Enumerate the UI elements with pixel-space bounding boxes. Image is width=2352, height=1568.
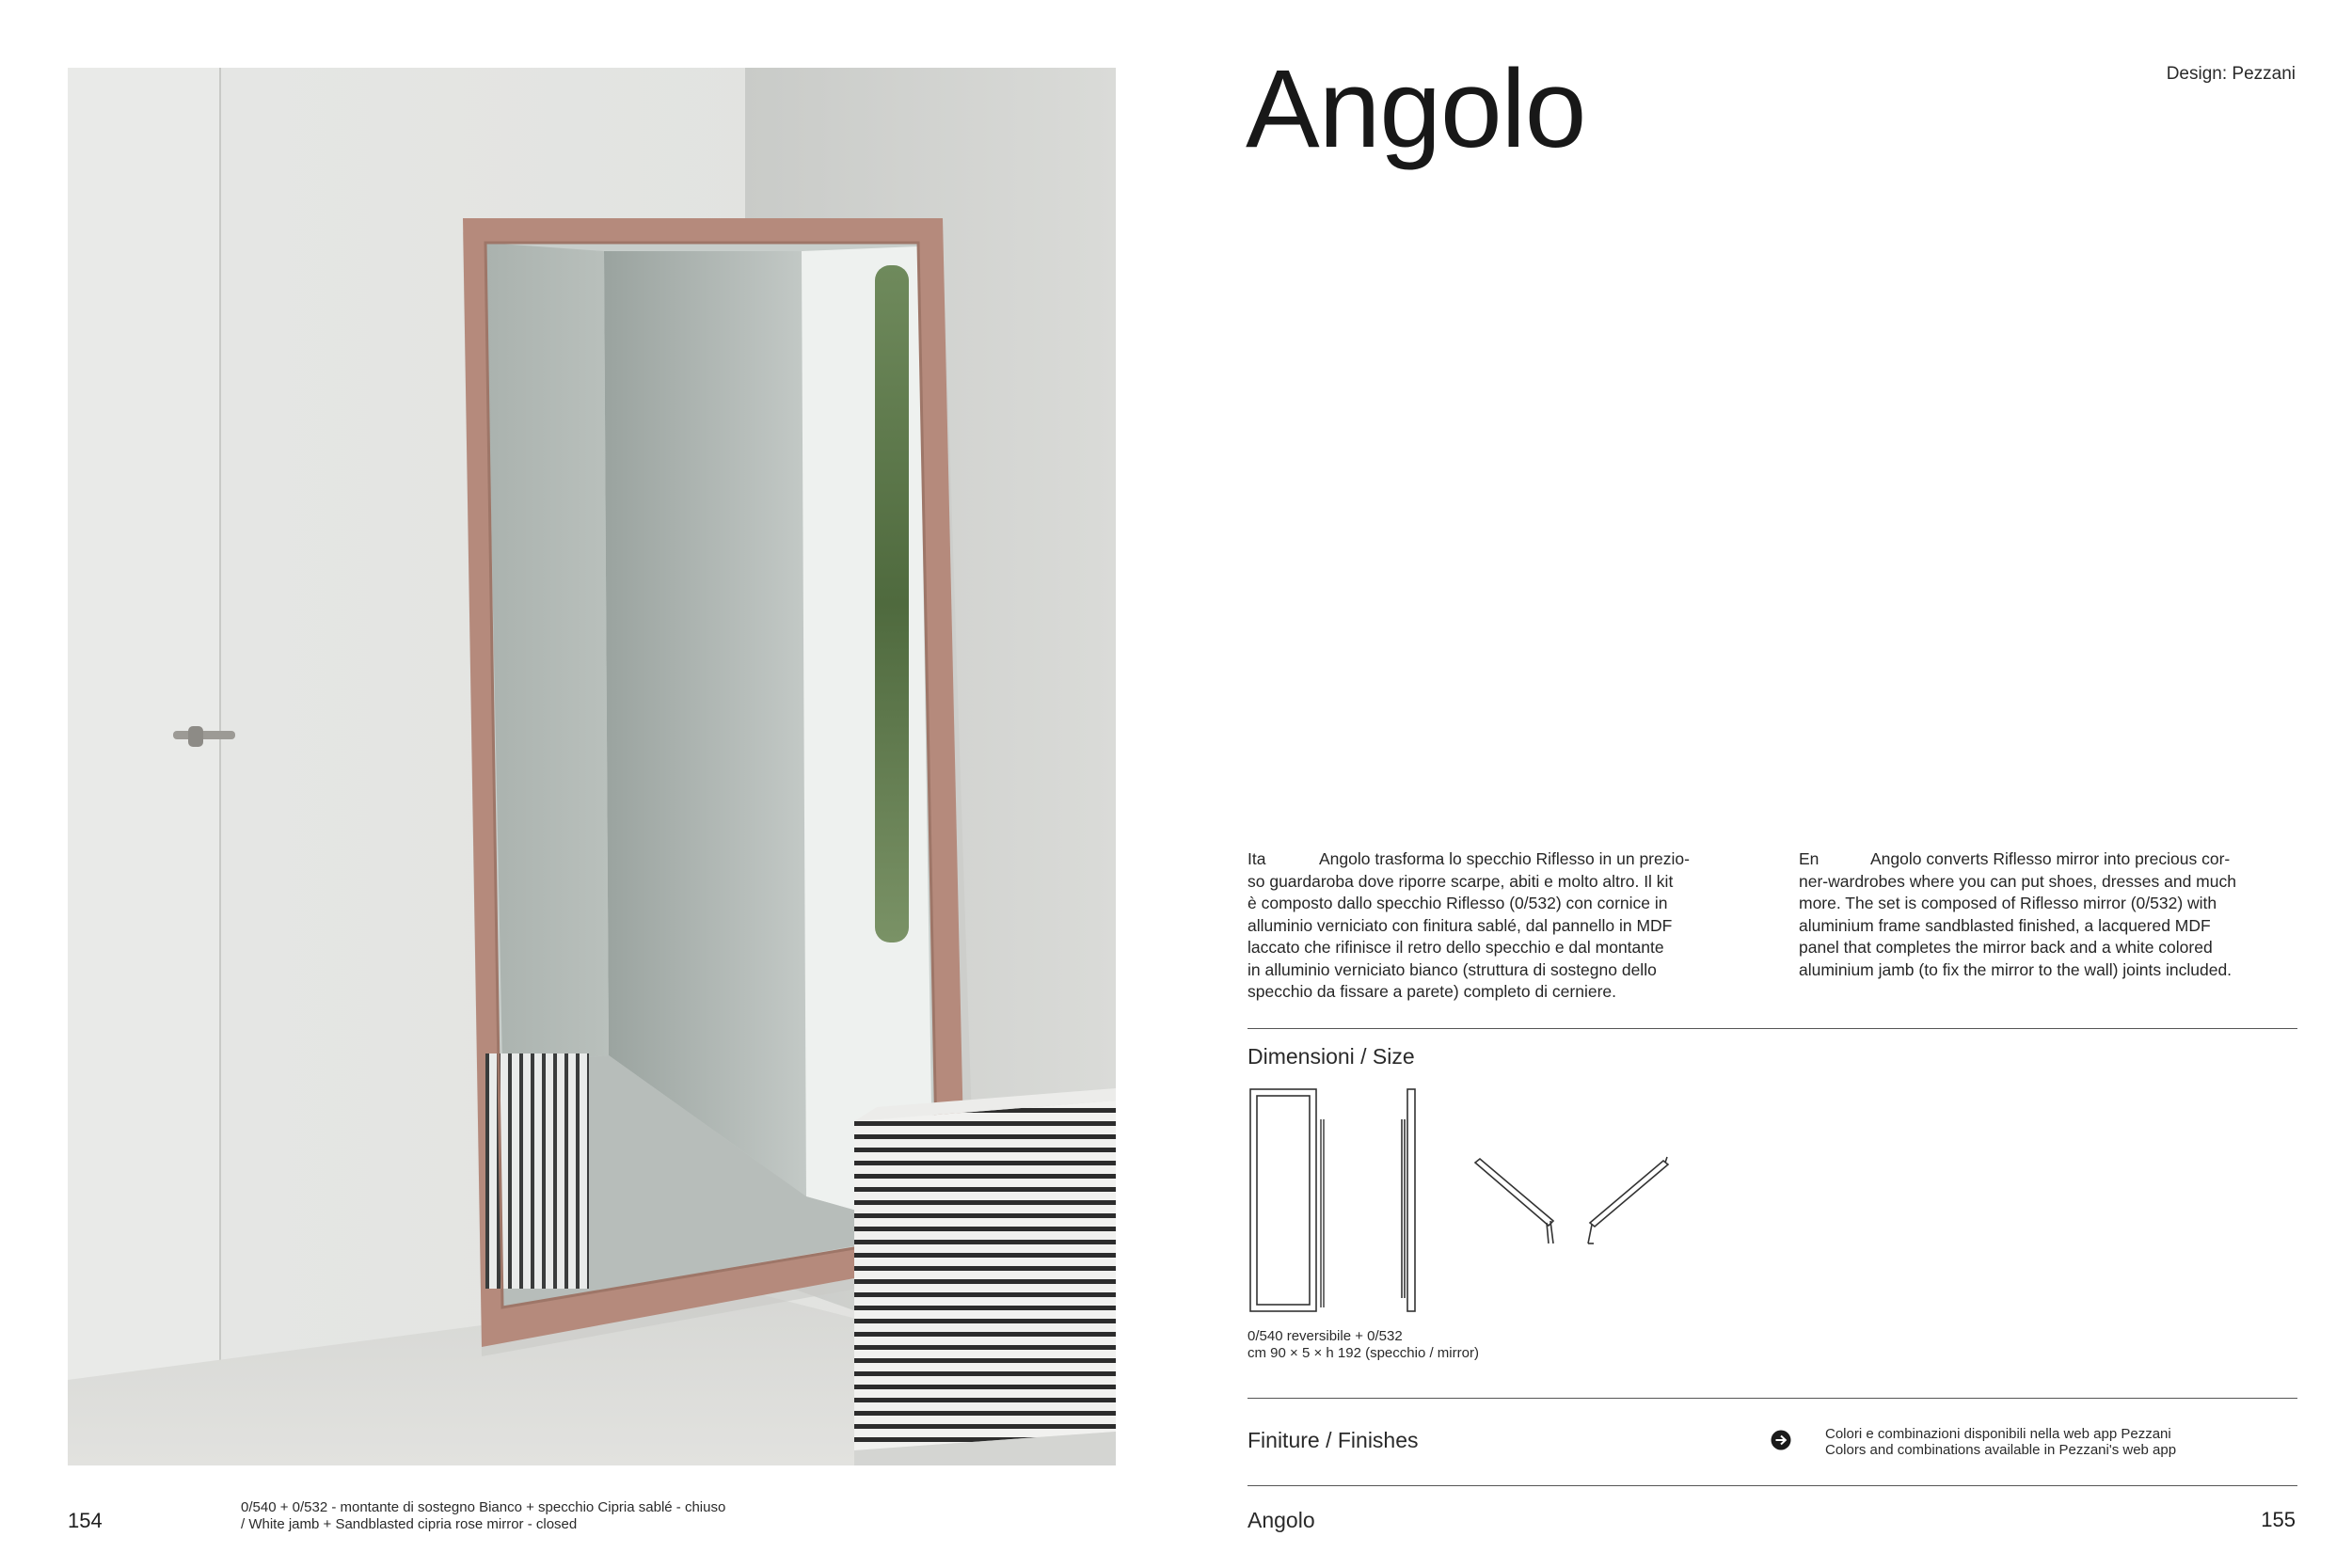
description-line: so guardaroba dove riporre scarpe, abiti e molto altro. Il kit [1248,871,1674,891]
divider [1248,1485,2297,1486]
description-line: Ita Angolo trasforma lo specchio Riflesso in un prezio- [1248,848,1756,871]
finishes-info-line-2: Colors and combinations available in Pezzani's web app [1825,1442,2177,1458]
language-label-it: Ita [1248,849,1266,868]
description-line: laccato che rifinisce il retro dello specchio e dal montante [1248,938,1664,957]
finishes-info [1825,1426,2176,1458]
dimensions-heading: Dimensioni / Size [1248,1044,1415,1069]
dimensions-technical-drawing [1248,1082,1690,1336]
dimensions-code-line-2: cm 90 × 5 × h 192 (specchio / mirror) [1248,1345,1479,1361]
product-photo [68,68,1116,1465]
designer-credit: Design: Pezzani [2166,64,2296,84]
caption-line-2: / White jamb + Sandblasted cipria rose mirror - closed [241,1516,578,1532]
description-line: aluminium frame sandblasted finished, a lacquered MDF [1799,915,2211,935]
finishes-heading: Finiture / Finishes [1248,1428,1419,1452]
description-line: è composto dallo specchio Riflesso (0/532) con cornice in [1248,894,1668,912]
description-line: in alluminio verniciato bianco (struttura di sostegno dello [1248,959,1657,979]
description-line: alluminio verniciato con finitura sablé, dal pannello in MDF [1248,915,1673,935]
page-number-right: 155 [2261,1508,2296,1531]
caption-line-1: 0/540 + 0/532 - montante di sostegno Bianco + specchio Cipria sablé - chiuso [241,1499,726,1515]
page-number-left: 154 [68,1509,103,1532]
photo-caption [241,1499,899,1533]
description-line: aluminium jamb (to fix the mirror to the wall) joints included. [1799,959,2233,979]
arrow-right-circle-icon[interactable] [1771,1430,1791,1450]
footer-title: Angolo [1248,1508,1315,1532]
divider [1248,1028,2297,1029]
description-line: En Angolo converts Riflesso mirror into precious cor- [1799,848,2297,871]
finishes-info-line-1: Colori e combinazioni disponibili nella web app Pezzani [1825,1426,2171,1442]
description-line: ner-wardrobes where you can put shoes, dresses and much [1799,871,2236,891]
divider [1248,1398,2297,1399]
description-line: more. The set is composed of Riflesso mirror (0/532) with [1799,894,2217,912]
dimensions-code-line-1: 0/540 reversibile + 0/532 [1248,1328,1403,1344]
description-line: specchio da fissare a parete) completo di cerniere. [1248,982,1617,1001]
description-italian [1248,848,1756,1004]
page-title: Angolo [1246,47,1586,171]
language-label-en: En [1799,849,1820,868]
dimensions-code [1248,1328,1479,1362]
description-line: panel that completes the mirror back and a white colored [1799,938,2213,957]
description-english [1799,848,2297,981]
